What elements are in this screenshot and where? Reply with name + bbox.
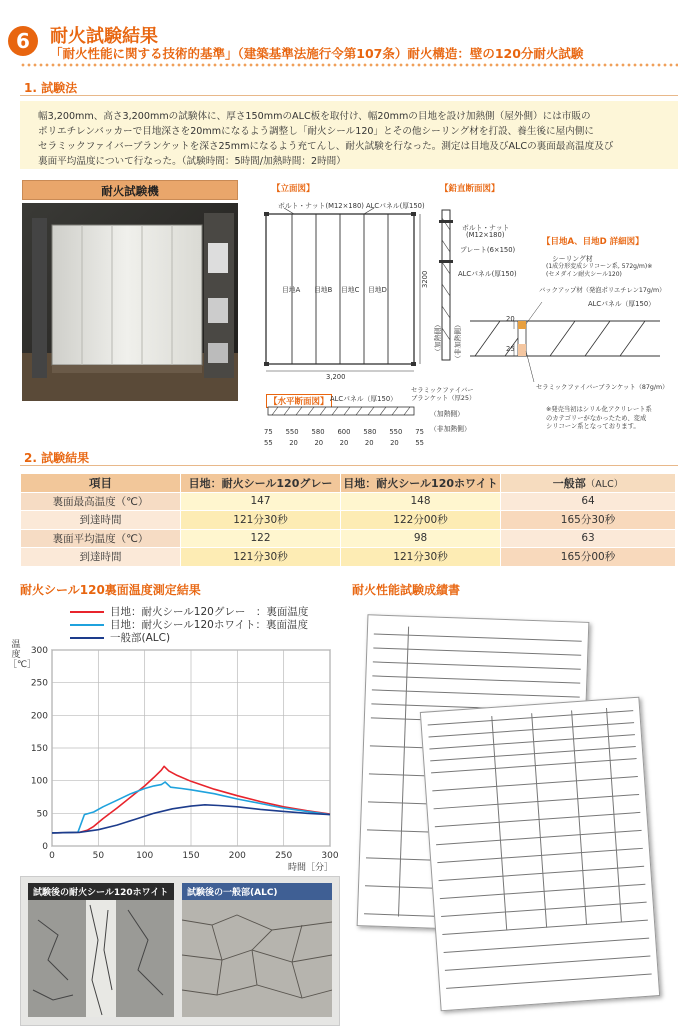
- detail-diagram: [470, 296, 670, 396]
- y-tick-label: 150: [30, 744, 48, 754]
- chart-xlabel: 時間［分］: [288, 863, 334, 873]
- x-tick-label: 150: [182, 851, 200, 861]
- cell: 64: [501, 492, 676, 511]
- detail-panel-label: ALCパネル（厚150）: [588, 300, 655, 308]
- row-label: 到達時間: [21, 511, 181, 530]
- method-line: 幅3,200mm、高さ3,200mmの試験体に、厚さ150mmのALC板を取付け、幅20mmの目地を設け加熱側（屋外側）には市販の: [38, 111, 591, 122]
- header-general: [501, 474, 676, 493]
- report-page-2: [420, 697, 660, 1012]
- row-label: 到達時間: [21, 548, 181, 567]
- temperature-chart: [22, 640, 342, 872]
- photo-white-label: 試験後の耐火シール120ホワイト: [28, 883, 174, 900]
- results-table: [20, 473, 676, 567]
- x-tick-label: 250: [275, 851, 293, 861]
- header-item: 項目: [21, 474, 181, 493]
- header-white: 目地：耐火シール120ホワイト: [341, 474, 501, 493]
- dotted-divider: [20, 63, 678, 67]
- table-row: [21, 548, 676, 567]
- joint-d-label: 目地D: [368, 286, 387, 294]
- dim-bottom: 20: [364, 439, 374, 447]
- horizontal-section-label: 【水平断面図】: [266, 394, 332, 408]
- legend-entry: [70, 619, 308, 632]
- joint-c-label: 目地C: [341, 286, 360, 294]
- method-line: ポリエチレンバッカーで目地深さを20mmになるよう調整し「耐火シール120」とその他シーリング材を打設、養生後に屋内側に: [38, 126, 594, 137]
- dim-top: 75: [264, 428, 273, 436]
- dim-top: 580: [363, 428, 377, 436]
- dim-bottom: 20: [339, 439, 349, 447]
- detail-backup-label: バックアップ材（発泡ポリエチレン17g/m）: [539, 287, 666, 294]
- horizontal-ceramic-label: セラミックファイバー: [411, 387, 474, 394]
- cell: 121分30秒: [341, 548, 501, 567]
- detail-sealing-spec: (1成分形変成シリコーン系, 572g/m)※: [546, 263, 653, 270]
- header-general-label: 一般部: [552, 476, 586, 490]
- cell: 165分30秒: [501, 511, 676, 530]
- legend-label: 目地：耐火シール120ホワイト：裏面温度: [110, 619, 309, 631]
- horizontal-section-diagram: [264, 404, 424, 424]
- vertical-plate-label: プレート(6×150): [460, 246, 516, 254]
- vertical-section-label: 【鉛直断面図】: [440, 184, 500, 194]
- elevation-label: 【立面図】: [272, 184, 315, 194]
- dim-top: 550: [285, 428, 299, 436]
- dim-top: 75: [415, 428, 424, 436]
- table-row: [21, 529, 676, 548]
- horizontal-heated-label: （加熱側）: [430, 410, 464, 418]
- section1-underline: [20, 95, 678, 96]
- legend-label: 一般部(ALC): [110, 632, 171, 644]
- cell: 165分00秒: [501, 548, 676, 567]
- x-tick-label: 0: [49, 851, 55, 861]
- row-label: 裏面平均温度（℃）: [21, 529, 181, 548]
- section2-underline: [20, 465, 678, 466]
- x-tick-label: 50: [92, 851, 105, 861]
- header-general-suffix: （ALC）: [585, 478, 624, 490]
- cell: 122分00秒: [341, 511, 501, 530]
- detail-sealing-label: シーリング材: [552, 255, 593, 263]
- y-tick-label: 200: [30, 711, 48, 722]
- cell: 122: [181, 529, 341, 548]
- dim-bottom: 20: [314, 439, 324, 447]
- header-gray: 目地：耐火シール120グレー: [181, 474, 341, 493]
- legend-swatch-gray: [70, 611, 104, 613]
- y-tick-label: 50: [36, 809, 48, 820]
- detail-ceramic-label: セラミックファイバーブランケット（87g/m）: [536, 384, 669, 391]
- vertical-bolt-label: ボルト・ナット: [462, 224, 510, 232]
- row-label: 裏面最高温度（℃）: [21, 492, 181, 511]
- dim-top: 600: [337, 428, 351, 436]
- cell: 147: [181, 492, 341, 511]
- vertical-heated-label: （加熱側）: [434, 321, 442, 355]
- elevation-height-label: 3200: [421, 270, 429, 288]
- elevation-bolt-label: ボルト・ナット(M12×180): [278, 202, 364, 210]
- detail-dim-25: 25: [506, 345, 515, 353]
- cell: 121分30秒: [181, 548, 341, 567]
- vertical-panel-label: ALCパネル(厚150): [458, 270, 517, 278]
- y-tick-label: 300: [30, 646, 48, 656]
- detail-label: 【目地A、目地D 詳細図】: [542, 237, 644, 247]
- dim-bottom: 20: [390, 439, 399, 447]
- vertical-bolt-size: (M12×180): [466, 231, 505, 239]
- legend-label: 目地：耐火シール120グレー ：裏面温度: [110, 606, 309, 618]
- elevation-width-label: 3,200: [326, 373, 346, 381]
- section1-heading: 1. 試験法: [24, 81, 78, 95]
- photo-white-sealant: [28, 883, 174, 1017]
- photo-general-alc: [182, 883, 332, 1017]
- table-row: [21, 492, 676, 511]
- dim-bottom: 55: [415, 439, 424, 447]
- cell: 98: [341, 529, 501, 548]
- dim-top: 550: [389, 428, 403, 436]
- footnote-line: シリコーン系となっております。: [546, 423, 640, 430]
- detail-sealing-brand: (セメダイン耐火シール120): [546, 271, 622, 278]
- dim-top: 580: [311, 428, 325, 436]
- report-heading: 耐火性能試験成績書: [352, 583, 461, 597]
- diagram-footnote: [546, 406, 652, 432]
- method-description: [20, 101, 678, 169]
- legend-swatch-alc: [70, 637, 104, 639]
- photo-general-label: 試験後の一般部(ALC): [182, 883, 332, 900]
- legend-swatch-white: [70, 624, 104, 626]
- page-subtitle: 「耐火性能に関する技術的基準」（建築基準法施行令第107条）耐火構造：壁の120分耐火試験: [50, 46, 584, 61]
- elevation-panel-label: ALCパネル(厚150): [366, 202, 425, 210]
- joint-a-label: 目地A: [282, 286, 301, 294]
- horizontal-dims-top: [264, 428, 424, 436]
- horizontal-dims-bottom: [264, 439, 424, 447]
- dim-bottom: 20: [289, 439, 298, 447]
- page-title: 耐火試験結果: [50, 26, 158, 47]
- y-tick-label: 100: [30, 776, 48, 787]
- machine-label: 耐火試験機: [22, 180, 238, 200]
- y-tick-label: 250: [30, 678, 48, 689]
- joint-b-label: 目地B: [314, 286, 333, 294]
- x-tick-label: 200: [228, 851, 246, 861]
- table-header-row: [21, 474, 676, 493]
- section-number: 6: [8, 26, 38, 56]
- test-machine-photo: [22, 203, 238, 401]
- cell: 63: [501, 529, 676, 548]
- footnote-line: のカテゴリーがなかったため、変成: [546, 414, 647, 422]
- footnote-line: ※発売当初はシリル化アクリレート系: [546, 406, 652, 413]
- method-line: セラミックファイバーブランケットを深さ25mmになるよう充てんし、耐火試験を行なった。測定は目地及びALCの裏面最高温度及び: [38, 141, 614, 152]
- photo-white-image: [28, 900, 174, 1017]
- method-line: 裏面平均温度について行なった。（試験時間：5時間/加熱時間：2時間）: [38, 156, 346, 167]
- horizontal-unheated-label: （非加熱側）: [430, 425, 471, 433]
- horizontal-panel-label: ALCパネル（厚150）: [330, 395, 397, 403]
- x-tick-label: 300: [321, 851, 339, 861]
- photo-general-image: [182, 900, 332, 1017]
- dim-bottom: 55: [264, 439, 273, 447]
- legend-entry: [70, 606, 308, 619]
- detail-dim-20: 20: [506, 315, 515, 323]
- cell: 121分30秒: [181, 511, 341, 530]
- chart-heading: 耐火シール120裏面温度測定結果: [20, 583, 201, 597]
- cell: 148: [341, 492, 501, 511]
- horizontal-ceramic-label2: ブランケット（厚25）: [411, 395, 476, 402]
- x-tick-label: 100: [136, 851, 154, 861]
- vertical-unheated-label: （非加熱側）: [454, 321, 462, 362]
- y-tick-label: 0: [42, 842, 48, 852]
- table-row: [21, 511, 676, 530]
- chart-ylabel: 温度［℃］: [8, 640, 37, 670]
- section2-heading: 2. 試験結果: [24, 451, 90, 465]
